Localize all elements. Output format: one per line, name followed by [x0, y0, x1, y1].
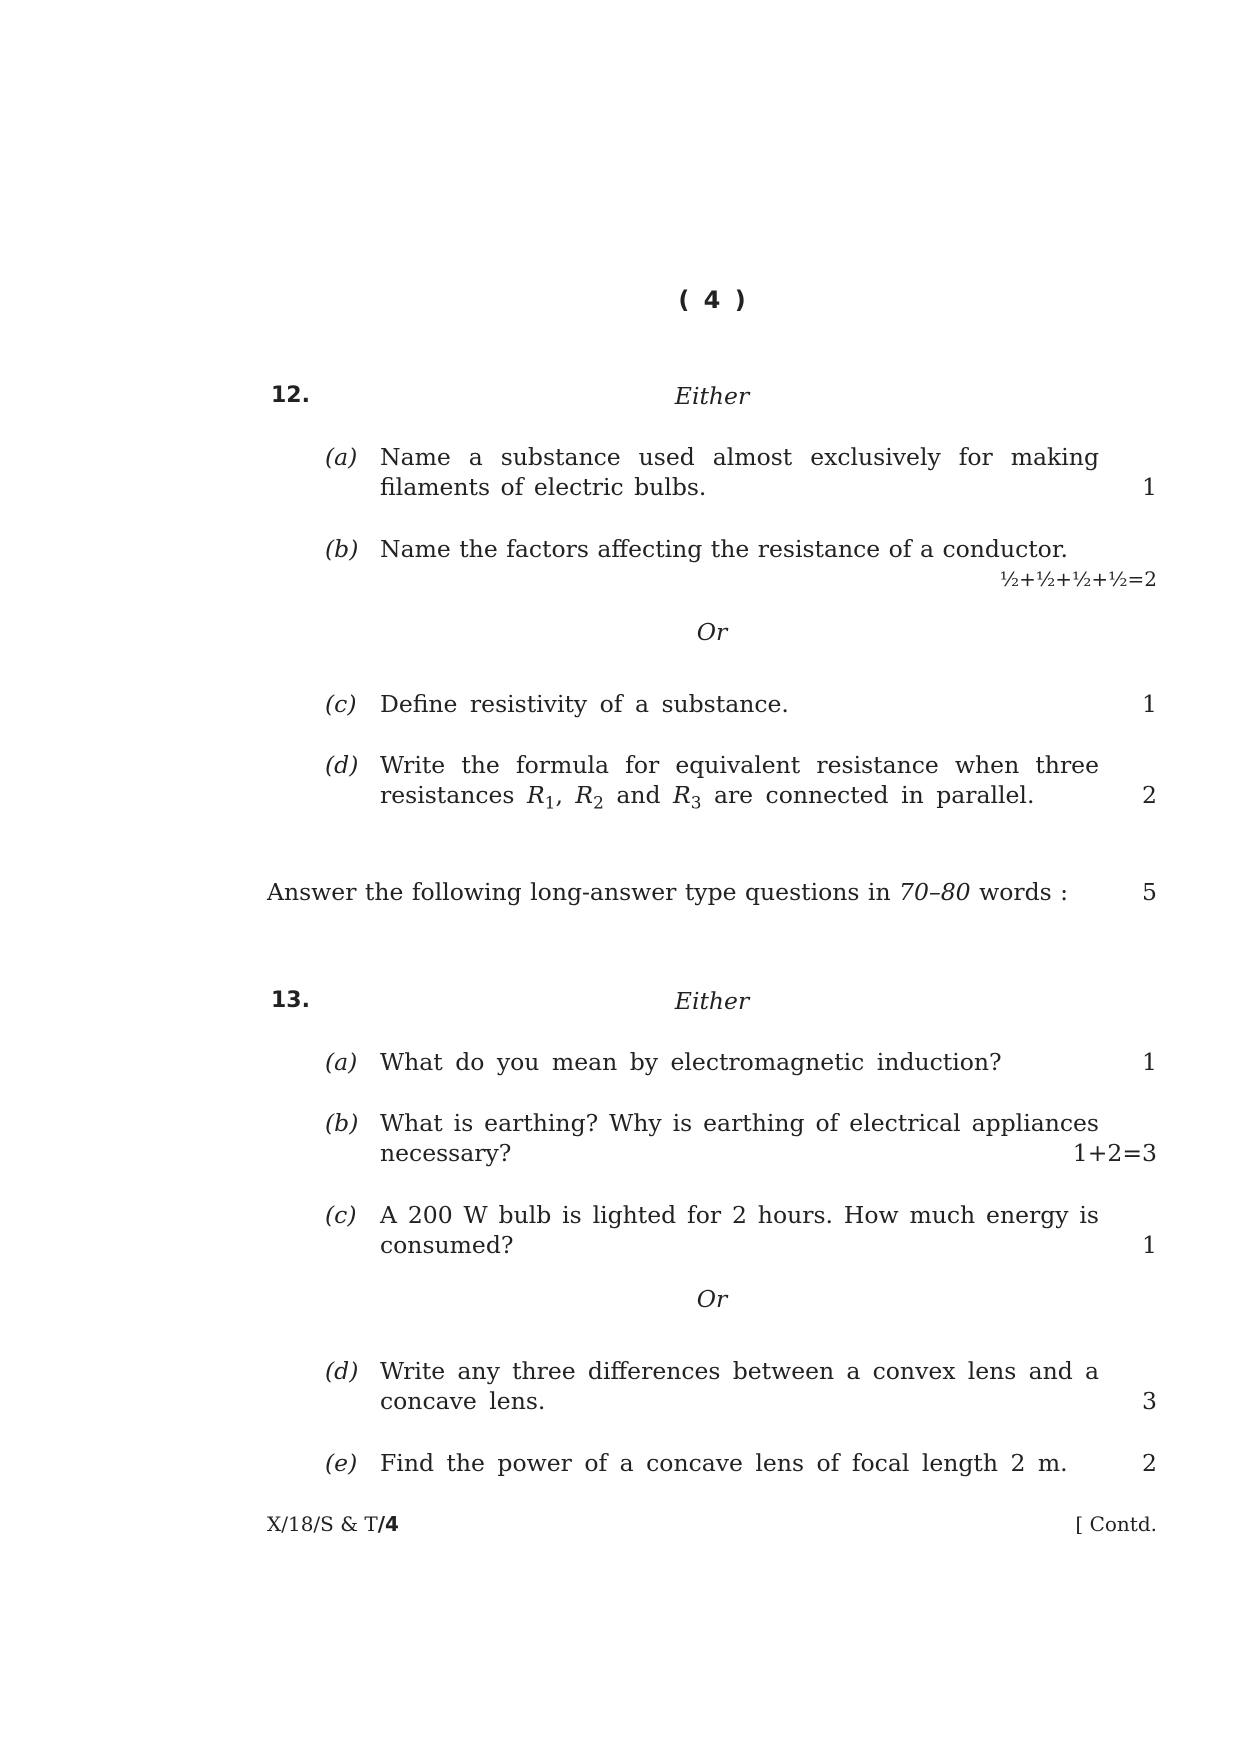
part-label: (e) — [325, 1449, 358, 1477]
part-label: (d) — [325, 751, 359, 779]
part-label: (a) — [325, 1048, 358, 1076]
part-text — [380, 689, 1099, 719]
question-part-d — [267, 1356, 1157, 1415]
part-text-line: concave lens. — [380, 1387, 546, 1415]
part-label: (c) — [325, 1201, 357, 1229]
text-segment: resistances — [380, 781, 527, 809]
either-label: Either — [674, 382, 750, 410]
either-label: Either — [674, 987, 750, 1015]
resistance-symbol: R — [575, 781, 594, 809]
marks-value: 1+2=3 — [1072, 1139, 1157, 1167]
text-segment: , — [555, 781, 576, 809]
paper-code-text: X/18/S & T — [267, 1512, 378, 1536]
part-text — [380, 1108, 1099, 1168]
part-text — [380, 1356, 1099, 1416]
part-text-line: What is earthing? Why is earthing of electrical appliances — [380, 1109, 1099, 1137]
part-text-line: consumed? — [380, 1231, 514, 1259]
text-segment: are connected in parallel. — [701, 781, 1035, 809]
question-number: 12. — [271, 383, 310, 408]
or-label: Or — [696, 1285, 728, 1313]
part-text — [380, 1448, 1099, 1478]
marks-value: 1 — [1142, 1231, 1157, 1259]
part-text — [380, 750, 1099, 813]
question-part-b — [267, 1108, 1157, 1167]
part-text-line: necessary? — [380, 1139, 512, 1167]
part-text-line: Write the formula for equivalent resistance when three — [380, 751, 1099, 779]
resistance-subscript: 1 — [544, 792, 556, 813]
question-number: 13. — [271, 988, 310, 1013]
or-label: Or — [696, 618, 728, 646]
question-part-c — [267, 689, 1157, 719]
part-text-line: Define resistivity of a substance. — [380, 690, 789, 718]
part-text — [380, 1200, 1099, 1260]
section-marks: 5 — [1142, 878, 1157, 906]
part-text-line: filaments of electric bulbs. — [380, 473, 707, 501]
question-part-a — [267, 442, 1157, 501]
part-text-line: What do you mean by electromagnetic induction? — [380, 1048, 1002, 1076]
marks-value: 1 — [1142, 1048, 1157, 1076]
word-limit: 70–80 — [899, 878, 971, 906]
question-part-a — [267, 1047, 1157, 1077]
part-label: (b) — [325, 1109, 359, 1137]
part-text — [380, 534, 1099, 564]
instruction-text: words : — [970, 878, 1069, 906]
resistance-symbol: R — [673, 781, 691, 809]
question-part-e — [267, 1448, 1157, 1478]
part-text-line: A 200 W bulb is lighted for 2 hours. How much energy is — [380, 1201, 1099, 1229]
paper-code-page: /4 — [377, 1512, 399, 1536]
resistance-symbol: R — [526, 781, 545, 809]
part-text — [380, 442, 1099, 502]
continued-label: [ Contd. — [1075, 1512, 1157, 1536]
section-instruction — [267, 877, 1068, 907]
part-label: (d) — [325, 1357, 359, 1385]
question-part-d — [267, 750, 1157, 813]
part-text-line: Name a substance used almost exclusively for making — [380, 443, 1099, 471]
marks-value: 2 — [1142, 781, 1157, 809]
marks-value: 1 — [1142, 690, 1157, 718]
part-text-line: Write any three differences between a convex lens and a — [380, 1357, 1099, 1385]
resistance-subscript: 2 — [593, 792, 604, 813]
marks-value: ½+½+½+½=2 — [999, 567, 1157, 591]
part-text-line: Name the factors affecting the resistance of a conductor. — [380, 535, 1068, 563]
marks-value: 1 — [1142, 473, 1157, 501]
question-part-b — [267, 534, 1157, 591]
marks-value: 3 — [1142, 1387, 1157, 1415]
part-label: (b) — [325, 535, 359, 563]
paper-code — [267, 1509, 399, 1539]
part-label: (a) — [325, 443, 358, 471]
instruction-text: Answer the following long-answer type questions in — [267, 878, 900, 906]
part-text-line-with-formula — [380, 780, 1099, 813]
page-number: ( 4 ) — [678, 286, 746, 314]
part-text-line: Find the power of a concave lens of focal length 2 m. — [380, 1449, 1068, 1477]
question-part-c — [267, 1200, 1157, 1259]
resistance-subscript: 3 — [690, 792, 702, 813]
text-segment: and — [603, 781, 673, 809]
marks-value: 2 — [1142, 1449, 1157, 1477]
part-text — [380, 1047, 1099, 1077]
part-label: (c) — [325, 690, 357, 718]
content-area — [267, 0, 1157, 1755]
